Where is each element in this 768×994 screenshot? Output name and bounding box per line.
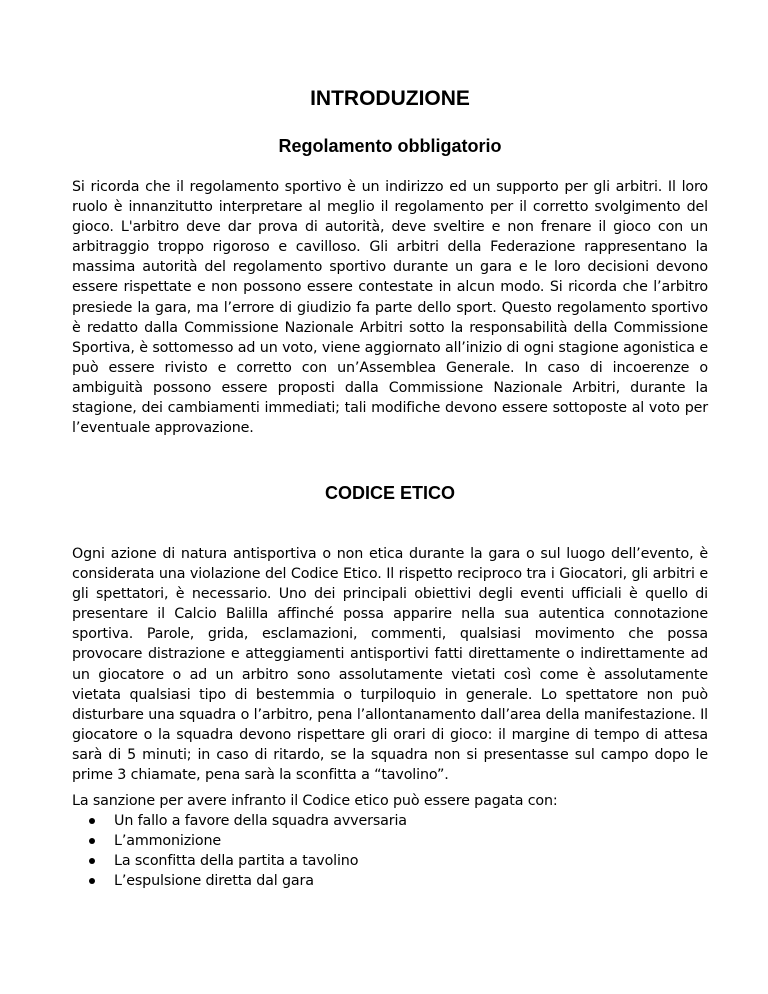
bullet-icon (89, 838, 95, 844)
list-item-text: L’ammonizione (114, 833, 222, 850)
document-title: INTRODUZIONE (310, 87, 470, 110)
list-item (72, 831, 708, 851)
sanction-list (72, 811, 708, 891)
bullet-icon (89, 858, 95, 864)
list-item (72, 871, 708, 891)
list-item (72, 851, 708, 871)
bullet-icon (89, 818, 95, 824)
paragraph-codice-etico: Ogni azione di natura antisportiva o non etica durante la gara o sul luogo dell’evento, è considerata una violazione del Codice Etico. Il rispetto reciproco tra i Giocatori, gli arbitri e gli spettatori, è necessario. Uno dei principali obiettivi degli eventi ufficiali è quello di presentare il Calcio Balilla affinché possa apparire nella sua autentica connotazione sportiva. Parole, grida, esclamazioni, commenti, qualsiasi movimento che possa provocare distrazione e atteggiamenti antisportivi fatti direttamente o indirettamente ad un giocatore o ad un arbitro sono assolutamente vietati così come è assolutamente vietata qualsiasi tipo di bestemmia o turpiloquio in generale. Lo spettatore non può disturbare una squadra o l’arbitro, pena l’allontanamento dall’area della manifestazione. Il giocatore o la squadra devono rispettare gli orari di gioco: il margine di tempo di attesa sarà di 5 minuti; in caso di ritardo, se la squadra non si presentasse sul campo dopo le prime 3 chiamate, pena sarà la sconfitta a “tavolino”. (72, 546, 708, 784)
section-heading-codice-etico: CODICE ETICO (324, 483, 455, 503)
section-heading-regolamento: Regolamento obbligatorio (278, 136, 502, 156)
list-item (72, 811, 708, 831)
paragraph-regolamento: Si ricorda che il regolamento sportivo è un indirizzo ed un supporto per gli arbitri. Il loro ruolo è innanzitutto interpretare al meglio il regolamento per il corretto svolgimento del gioco. L'arbitro deve dar prova di autorità, deve sveltire e non frenare il gioco con un arbitraggio troppo rigoroso e cavilloso. Gli arbitri della Federazione rappresentano la massima autorità del regolamento sportivo durante un gara e le loro decisioni devono essere rispettate e non possono essere contestate in alcun modo. Si ricorda che l’arbitro presiede la gara, ma l’errore di giudizio fa parte dello sport. Questo regolamento sportivo è redatto dalla Commissione Nazionale Arbitri sotto la responsabilità della Commissione Sportiva, è sottomesso ad un voto, viene aggiornato all’inizio di ogni stagione agonistica e può essere rivisto e corretto con un’Assemblea Generale. In caso di incoerenze o ambiguità possono essere proposti dalla Commissione Nazionale Arbitri, durante la stagione, dei cambiamenti immediati; tali modifiche devono essere sottoposte al voto per l’eventuale approvazione. (72, 179, 708, 437)
list-item-text: Un fallo a favore della squadra avversaria (114, 813, 407, 829)
bullet-icon (89, 878, 95, 884)
sanction-list-intro: La sanzione per avere infranto il Codice etico può essere pagata con: (72, 793, 558, 809)
list-item-text: La sconfitta della partita a tavolino (114, 853, 359, 870)
list-item-text: L’espulsione diretta dal gara (114, 873, 314, 890)
